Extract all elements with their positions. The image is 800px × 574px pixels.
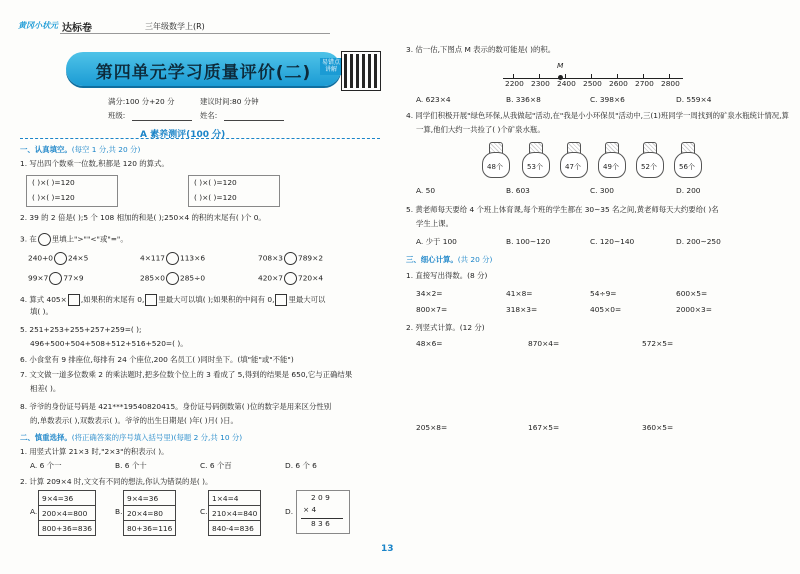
option-label: A.: [30, 507, 38, 516]
bottle-bag-icon: 48个: [482, 142, 508, 178]
name-label: 姓名:: [200, 111, 218, 120]
answer-cell[interactable]: ( )×( )=120: [194, 193, 237, 202]
page-number: 13: [381, 544, 394, 554]
brand-logo: 黄冈小状元: [18, 21, 58, 30]
q3-2: 2. 列竖式计算。(12 分): [406, 323, 485, 332]
calc-line: 840-4=836: [209, 521, 261, 536]
bottle-bag-icon: 53个: [522, 142, 548, 178]
section-1-heading: 一、认真填空。(每空 1 分,共 20 分): [20, 145, 141, 154]
axis-tick: 2700: [635, 79, 654, 88]
compare-item[interactable]: 420×7 720×4: [258, 272, 323, 285]
q2-2: 2. 计算 209×4 时,文文有不同的想法,你认为错误的是( )。: [20, 477, 213, 486]
option[interactable]: A. 623×4: [416, 95, 451, 104]
vertical-calc[interactable]: 48×6=: [416, 339, 443, 348]
axis-tick: 2200: [505, 79, 524, 88]
q1-7a: 7. 文文做一道多位数乘 2 的乘法题时,把多位数个位上的 3 看成了 5,得到的结果是 650,它与正确结果: [20, 370, 353, 379]
q1-7b: 相差( )。: [30, 384, 61, 393]
option[interactable]: A. 少于 100: [416, 237, 457, 246]
q3-1: 1. 直接写出得数。(8 分): [406, 271, 488, 280]
compare-item[interactable]: 708×3 789×2: [258, 252, 323, 265]
option-label: C.: [200, 507, 208, 516]
axis-tick: 2500: [583, 79, 602, 88]
q1-1: 1. 写出四个数乘一位数,积都是 120 的算式。: [20, 159, 169, 168]
option[interactable]: B. 6 个十: [115, 461, 147, 470]
vertical-calc[interactable]: 205×8=: [416, 423, 448, 432]
oral-calc[interactable]: 318×3=: [506, 305, 538, 314]
vertical-bottom: 8 3 6: [311, 519, 330, 528]
point-m-label: M: [557, 61, 564, 70]
qr-code-icon[interactable]: [342, 52, 380, 90]
vertical-calc[interactable]: 167×5=: [528, 423, 560, 432]
header-divider: [60, 33, 330, 34]
q1-6: 6. 小食堂有 9 排座位,每排有 24 个座位,200 名员工( )同时坐下。(填"能"或"不能"): [20, 355, 294, 364]
calc-line: 210×4=840: [209, 506, 261, 521]
compare-item[interactable]: 4×117 113×6: [140, 252, 205, 265]
compare-item[interactable]: 240+0 24×5: [28, 252, 88, 265]
class-label: 班级:: [108, 111, 126, 120]
option-label: B.: [115, 507, 123, 516]
axis-tick: 2400: [557, 79, 576, 88]
calc-line: 200×4=800: [39, 506, 96, 521]
q2-4a: 4. 同学们积极开展"绿色环保,从我做起"活动,在"我是小小环保员"活动中,三(1)班同学一周找到的矿泉水瓶统计情况,算: [406, 111, 789, 120]
section-3-heading: 三、细心计算。(共 20 分): [406, 255, 493, 264]
q1-5b: 496+500+504+508+512+516+520=( )。: [30, 339, 188, 348]
class-blank[interactable]: [132, 120, 192, 121]
option[interactable]: C. 6 个百: [200, 461, 232, 470]
option[interactable]: D. 6 个 6: [285, 461, 317, 470]
option[interactable]: D. 200: [676, 186, 701, 195]
qr-label: 易错点讲解: [320, 58, 342, 75]
q1-3: 3. 在 里填上">""<"或"="。: [20, 233, 128, 246]
answer-cell[interactable]: ( )×( )=120: [194, 178, 237, 187]
axis-tick: 2300: [531, 79, 550, 88]
q2-4b: 一算,他们大约一共捡了( )个矿泉水瓶。: [416, 125, 545, 134]
axis-tick: 2600: [609, 79, 628, 88]
calc-line: 800+36=836: [39, 521, 96, 536]
option[interactable]: D. 200~250: [676, 237, 721, 246]
answer-cell[interactable]: ( )×( )=120: [32, 178, 75, 187]
answer-cell[interactable]: ( )×( )=120: [32, 193, 75, 202]
oral-calc[interactable]: 54÷9=: [590, 289, 617, 298]
axis-tick: 2800: [661, 79, 680, 88]
q2-5b: 学生上课。: [416, 219, 453, 228]
oral-calc[interactable]: 600×5=: [676, 289, 708, 298]
option[interactable]: B. 603: [506, 186, 530, 195]
vertical-top: 2 0 9: [311, 493, 330, 502]
oral-calc[interactable]: 41×8=: [506, 289, 533, 298]
vertical-calc[interactable]: 360×5=: [642, 423, 674, 432]
brand-subtitle: 达标卷: [62, 23, 92, 34]
option[interactable]: D. 559×4: [676, 95, 712, 104]
option[interactable]: A. 6 个一: [30, 461, 62, 470]
q1-4-cont: 填( )。: [30, 307, 53, 316]
q2-1: 1. 用竖式计算 21×3 时,"2×3"的积表示( )。: [20, 447, 169, 456]
section-2-heading: 二、慎重选择。(将正确答案的序号填入括号里)(每题 2 分,共 10 分): [20, 433, 243, 442]
q1-8b: 的,单数表示( ),双数表示( )。爷爷的出生日期是( )年( )月( )日。: [30, 416, 238, 425]
bottle-bag-icon: 49个: [598, 142, 624, 178]
oral-calc[interactable]: 2000×3=: [676, 305, 712, 314]
option[interactable]: C. 398×6: [590, 95, 625, 104]
grade-label: 三年级数学上(R): [145, 22, 205, 31]
title-banner: [66, 52, 341, 86]
name-blank[interactable]: [224, 120, 284, 121]
q1-4: 4. 算式 405× ,如果积的末尾有 0, 里最大可以填( );如果积的中间有 0, 里最大可以: [20, 295, 326, 304]
option-d-box[interactable]: [296, 490, 350, 534]
calc-line: 1×4=4: [209, 491, 261, 506]
q1-1-box-right: [188, 175, 280, 207]
compare-item[interactable]: 285×0 285÷0: [140, 272, 205, 285]
vertical-calc[interactable]: 870×4=: [528, 339, 560, 348]
section-a-title: A 素养测评(100 分): [140, 130, 226, 140]
option[interactable]: A. 50: [416, 186, 436, 195]
option[interactable]: B. 336×8: [506, 95, 541, 104]
option-b-table[interactable]: [123, 490, 176, 536]
page-title: 第四单元学习质量评价(二): [95, 63, 312, 83]
calc-line: 9×4=36: [124, 491, 176, 506]
q1-1-box-left: [26, 175, 118, 207]
vertical-calc[interactable]: 572×5=: [642, 339, 674, 348]
option-a-table[interactable]: [38, 490, 96, 536]
score-text: 满分:100 分+20 分: [108, 97, 175, 106]
section-a-divider: [20, 138, 380, 139]
q1-8a: 8. 爷爷的身份证号码是 421***19540820415。身份证号码倒数第( )位的数字是用来区分性别: [20, 402, 332, 411]
oral-calc[interactable]: 800×7=: [416, 305, 448, 314]
oral-calc[interactable]: 405×0=: [590, 305, 622, 314]
option[interactable]: C. 300: [590, 186, 614, 195]
vertical-mid: × 4: [303, 505, 317, 514]
q1-5a: 5. 251+253+255+257+259=( );: [20, 325, 142, 334]
compare-item[interactable]: 99×7 77×9: [28, 272, 84, 285]
bottle-bag-icon: 56个: [674, 142, 700, 178]
oral-calc[interactable]: 34×2=: [416, 289, 443, 298]
option-c-table[interactable]: [208, 490, 261, 536]
q2-3: 3. 估一估,下图点 M 表示的数可能是( )的积。: [406, 45, 556, 54]
calc-line: 80+36=116: [124, 521, 176, 536]
option-label: D.: [285, 507, 294, 516]
time-text: 建议时间:80 分钟: [200, 97, 259, 106]
option[interactable]: C. 120~140: [590, 237, 635, 246]
q1-2: 2. 39 的 2 倍是( );5 个 108 相加的和是( );250×4 的积的末尾有( )个 0。: [20, 213, 266, 222]
bottle-bag-icon: 47个: [560, 142, 586, 178]
bottle-bag-icon: 52个: [636, 142, 662, 178]
circle-icon: [38, 233, 51, 246]
option[interactable]: B. 100~120: [506, 237, 551, 246]
q2-5a: 5. 黄老师每天要给 4 个班上体育课,每个班的学生都在 30~35 名之间,黄老师每天大约要给( )名: [406, 205, 719, 214]
calc-line: 20×4=80: [124, 506, 176, 521]
calc-line: 9×4=36: [39, 491, 96, 506]
